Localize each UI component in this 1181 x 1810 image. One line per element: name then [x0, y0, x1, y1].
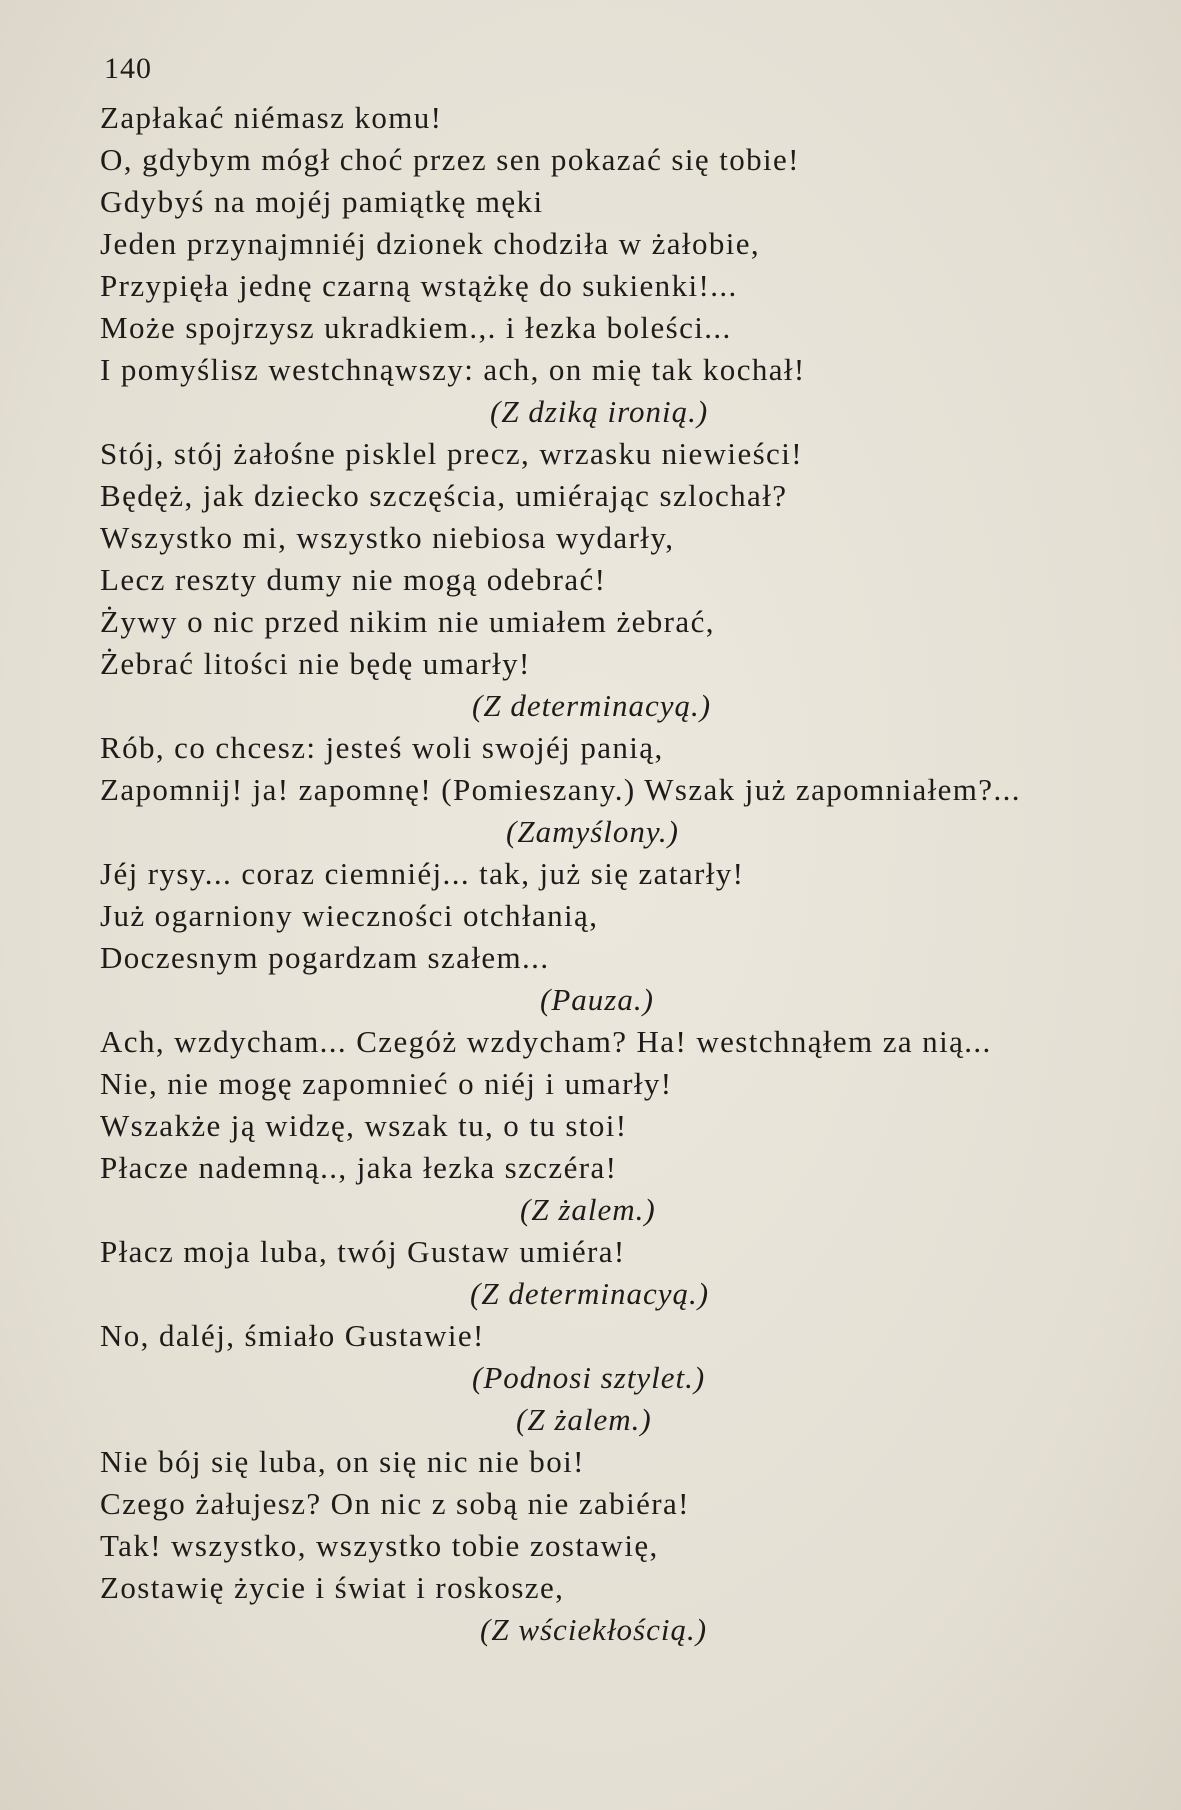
verse-line: Lecz reszty dumy nie mogą odebrać! — [100, 562, 607, 597]
verse-line: Płacze nademną.., jaka łezka szczéra! — [100, 1150, 618, 1185]
verse-line: Stój, stój żałośne pisklel precz, wrzasku niewieści! — [100, 436, 803, 471]
verse-line: Doczesnym pogardzam szałem... — [100, 940, 550, 975]
verse-line: Może spojrzysz ukradkiem.,. i łezka boleści... — [100, 310, 732, 345]
verse-line: Zostawię życie i świat i roskosze, — [100, 1570, 565, 1605]
stage-direction: (Zamyślony.) — [506, 814, 680, 849]
verse-line: Zapłakać niémasz komu! — [100, 100, 443, 135]
stage-direction: (Z dziką ironią.) — [490, 394, 709, 429]
verse-line: No, daléj, śmiało Gustawie! — [100, 1318, 485, 1353]
verse-line: Tak! wszystko, wszystko tobie zostawię, — [100, 1528, 659, 1563]
poem-text — [100, 97, 1140, 1651]
verse-line: Nie bój się luba, on się nic nie boi! — [100, 1444, 585, 1479]
verse-line: Czego żałujesz? On nic z sobą nie zabiéra! — [100, 1486, 690, 1521]
verse-line: Gdybyś na mojéj pamiątkę męki — [100, 184, 544, 219]
verse-line: Żebrać litości nie będę umarły! — [100, 646, 531, 681]
stage-direction: (Podnosi sztylet.) — [472, 1360, 706, 1395]
stage-direction: (Z determinacyą.) — [470, 1276, 710, 1311]
verse-line: Ach, wzdycham... Czegóż wzdycham? Ha! westchnąłem za nią... — [100, 1024, 992, 1059]
verse-line: Wszakże ją widzę, wszak tu, o tu stoi! — [100, 1108, 628, 1143]
verse-line: Nie, nie mogę zapomnieć o niéj i umarły! — [100, 1066, 673, 1101]
verse-line: Jeden przynajmniéj dzionek chodziła w żałobie, — [100, 226, 761, 261]
verse-line: Będęż, jak dziecko szczęścia, umiérając szlochał? — [100, 478, 788, 513]
stage-direction: (Z wściekłością.) — [480, 1612, 708, 1647]
stage-direction: (Pauza.) — [540, 982, 654, 1017]
page-number: 140 — [104, 52, 152, 85]
stage-direction: (Z żalem.) — [516, 1402, 652, 1437]
verse-line: Wszystko mi, wszystko niebiosa wydarły, — [100, 520, 675, 555]
verse-line: I pomyślisz westchnąwszy: ach, on mię tak kochał! — [100, 352, 806, 387]
verse-line: Płacz moja luba, twój Gustaw umiéra! — [100, 1234, 626, 1269]
verse-line: Przypięła jednę czarną wstążkę do sukienki!... — [100, 268, 738, 303]
verse-line: Rób, co chcesz: jesteś woli swojéj panią, — [100, 730, 664, 765]
verse-line: Żywy o nic przed nikim nie umiałem żebrać, — [100, 604, 715, 639]
stage-direction: (Z żalem.) — [520, 1192, 656, 1227]
verse-line: Zapomnij! ja! zapomnę! (Pomieszany.) Wszak już zapomniałem?... — [100, 772, 1021, 807]
verse-line: Już ogarniony wieczności otchłanią, — [100, 898, 599, 933]
verse-line: O, gdybym mógł choć przez sen pokazać się tobie! — [100, 142, 800, 177]
verse-line: Jéj rysy... coraz ciemniéj... tak, już się zatarły! — [100, 856, 745, 891]
stage-direction: (Z determinacyą.) — [472, 688, 712, 723]
